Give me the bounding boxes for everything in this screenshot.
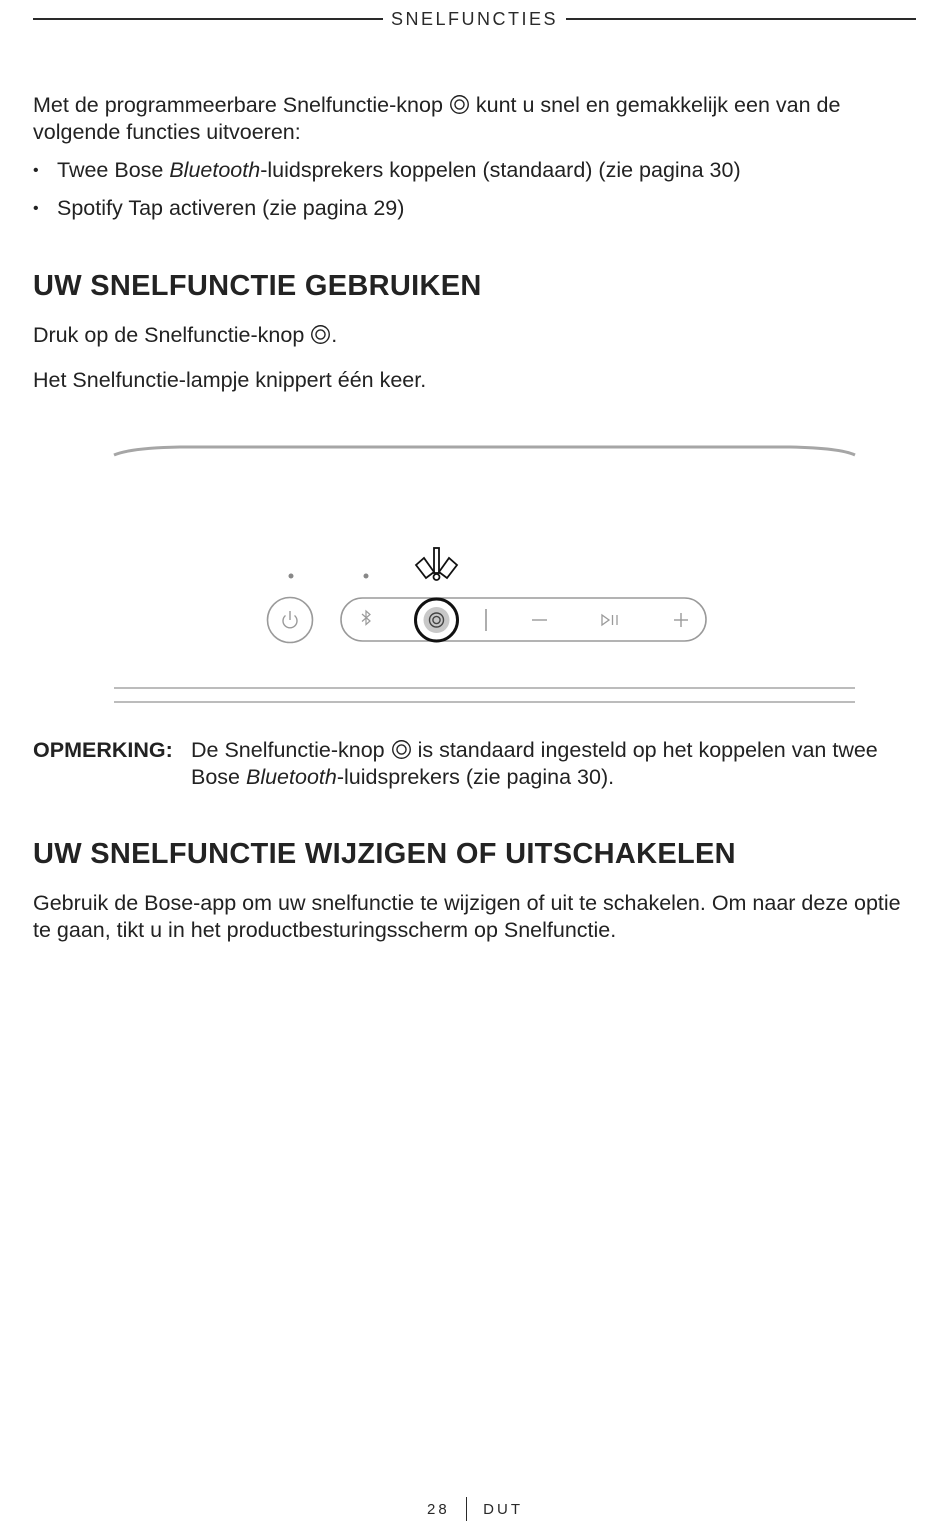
header-rule-left [33,18,383,20]
intro-text-after: kunt u snel en gemakkelijk een van de volgende functies uitvoeren: [33,93,841,144]
intro-text-before: Met de programmeerbare Snelfunctie-knop [33,93,443,117]
note-label: OPMERKING: [33,738,173,762]
control-panel [341,598,706,641]
shortcut-button[interactable] [416,599,458,641]
step-paragraph: Druk op de Snelfunctie-knop . [33,323,338,347]
shortcut-icon [449,94,470,115]
list-item: • Spotify Tap activeren (zie pagina 29) [33,195,913,222]
bluetooth-indicator-light [364,574,369,579]
intro-paragraph [33,92,918,146]
change-paragraph: Gebruik de Bose-app om uw snelfunctie te wijzigen of uit te schakelen. Om naar deze optie te gaan, tikt u in het productbesturingsscherm op Snelfunctie. [33,891,901,942]
page-number: 28 [426,1500,450,1518]
result-paragraph: Het Snelfunctie-lampje knippert één keer. [33,368,427,392]
page-footer [0,1497,950,1521]
speaker-top-illustration [100,430,870,720]
power-indicator-light [289,574,294,579]
function-list [33,157,913,233]
power-button[interactable] [268,598,313,643]
note-block [33,737,918,791]
section-heading-use: UW SNELFUNCTIE GEBRUIKEN [33,270,482,302]
footer-separator [466,1497,468,1521]
section-heading-change: UW SNELFUNCTIE WIJZIGEN OF UITSCHAKELEN [33,838,736,870]
shortcut-icon [310,324,331,345]
header-rule-right [566,18,916,20]
language-code: DUT [483,1500,523,1518]
blink-indicator-icon [416,548,457,580]
list-item: • Twee Bose Bluetooth-luidsprekers koppelen (standaard) (zie pagina 30) [33,157,913,184]
page-header [33,7,916,31]
note-text: De Snelfunctie-knop is standaard ingesteld op het koppelen van twee Bose Bluetooth-luidsprekers (zie pagina 30). [191,738,878,789]
header-title: SNELFUNCTIES [390,8,559,29]
speaker-top-edge [114,447,855,455]
shortcut-icon [391,739,412,760]
